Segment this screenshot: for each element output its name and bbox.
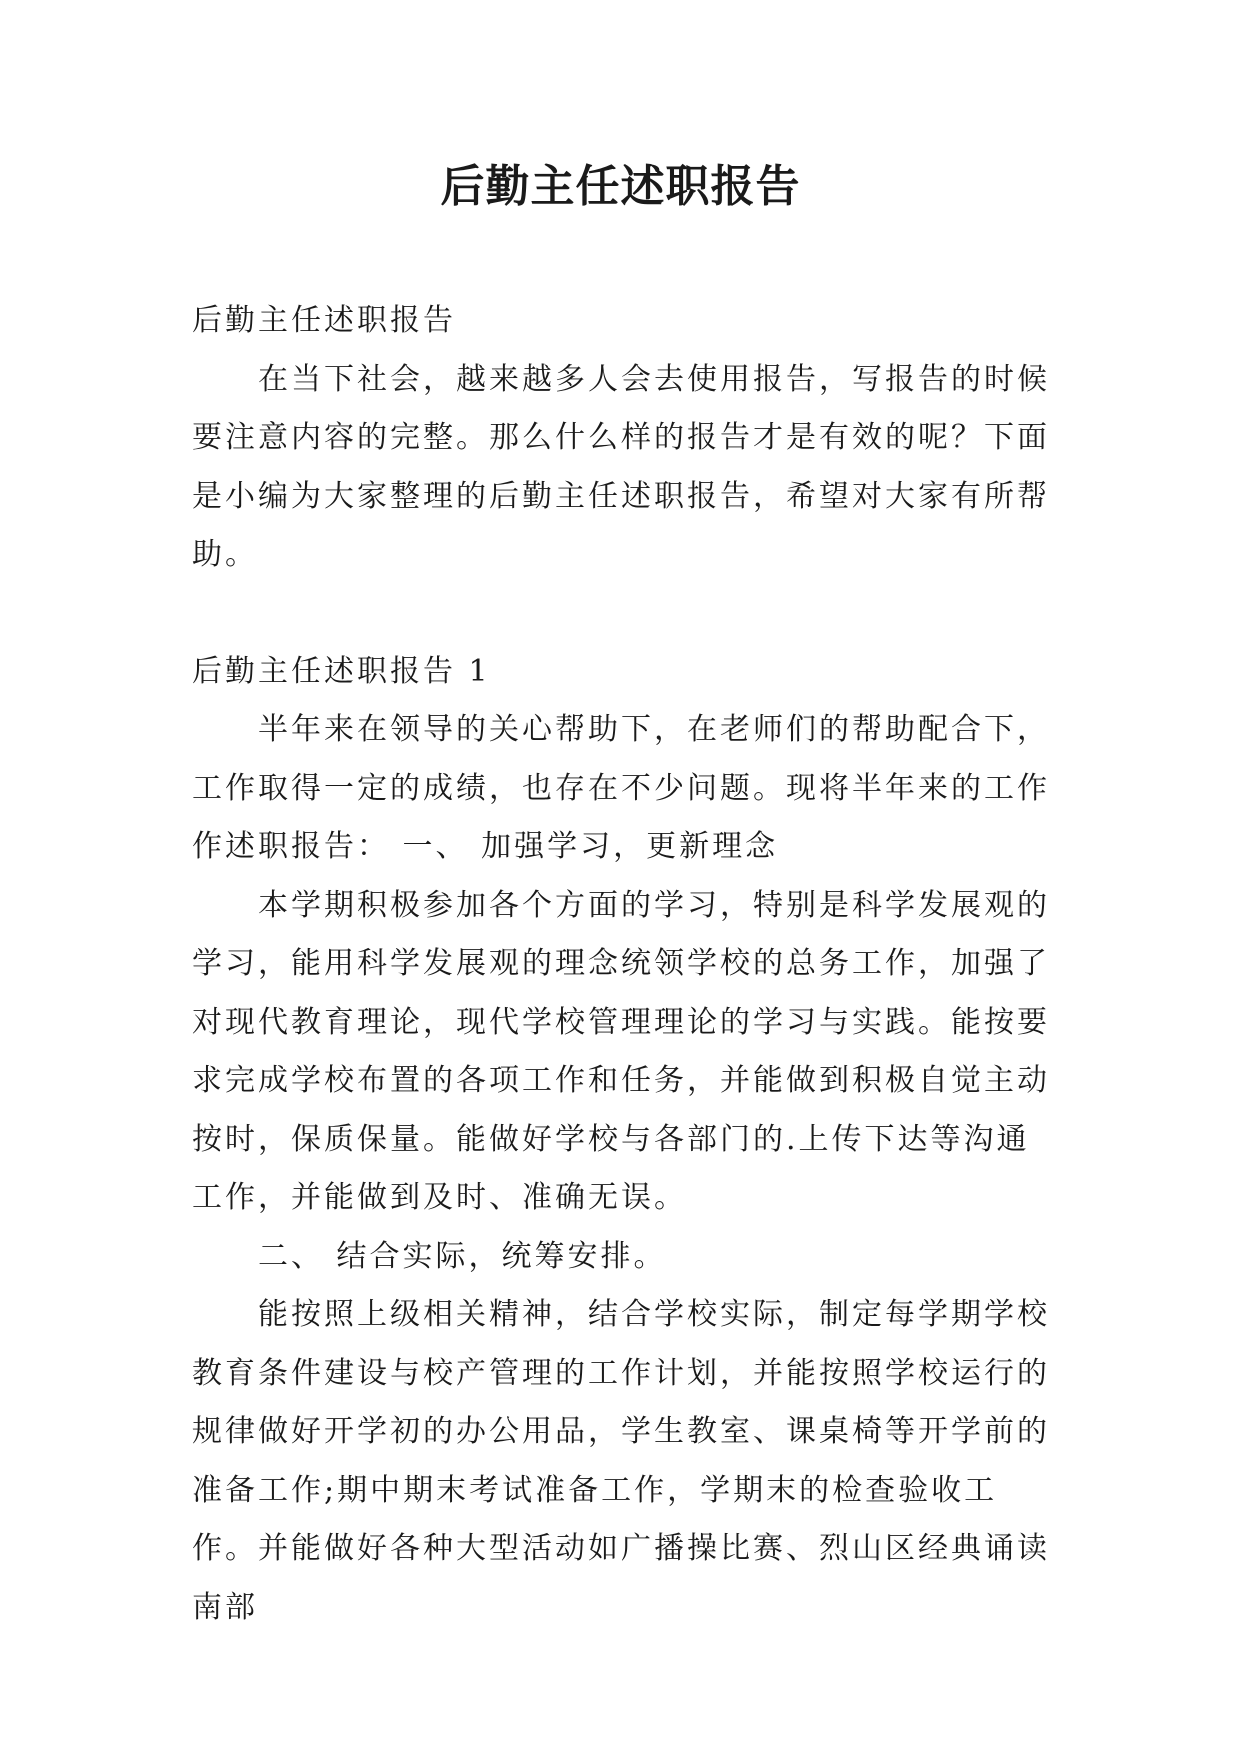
body-paragraph: 二、 结合实际，统筹安排。 xyxy=(258,1238,667,1274)
body-paragraph: 半年来在领导的关心帮助下，在老师们的帮助配合下，工作取得一定的成绩，也存在不少问题。现将半年来的工作作述职报告： 一、 加强学习，更新理念 xyxy=(192,712,1050,864)
body-paragraph: 本学期积极参加各个方面的学习，特别是科学发展观的学习，能用科学发展观的理念统领学校的总务工作，加强了对现代教育理论，现代学校管理理论的学习与实践。能按要求完成学校布置的各项工作和任务，并能做到积极自觉主动按时，保质保量。能做好学校与各部门的.上传下达等沟通工作，并能做到及时、准确无误。 xyxy=(192,887,1050,1215)
section-heading: 后勤主任述职报告 1 xyxy=(192,653,491,689)
document-body xyxy=(192,292,1062,1637)
intro-heading: 后勤主任述职报告 xyxy=(192,303,456,338)
section-spacer xyxy=(192,585,1062,643)
body-paragraph: 能按照上级相关精神，结合学校实际，制定每学期学校教育条件建设与校产管理的工作计划，并能按照学校运行的规律做好开学初的办公用品，学生教室、课桌椅等开学前的准备工作;期中期末考试准备工作，学期末的检查验收工作。并能做好各种大型活动如广播操比赛、烈山区经典诵读南部 xyxy=(192,1297,1050,1625)
intro-paragraph: 在当下社会，越来越多人会去使用报告，写报告的时候要注意内容的完整。那么什么样的报告才是有效的呢？下面是小编为大家整理的后勤主任述职报告，希望对大家有所帮助。 xyxy=(192,361,1050,572)
document-title: 后勤主任述职报告 xyxy=(440,161,801,212)
